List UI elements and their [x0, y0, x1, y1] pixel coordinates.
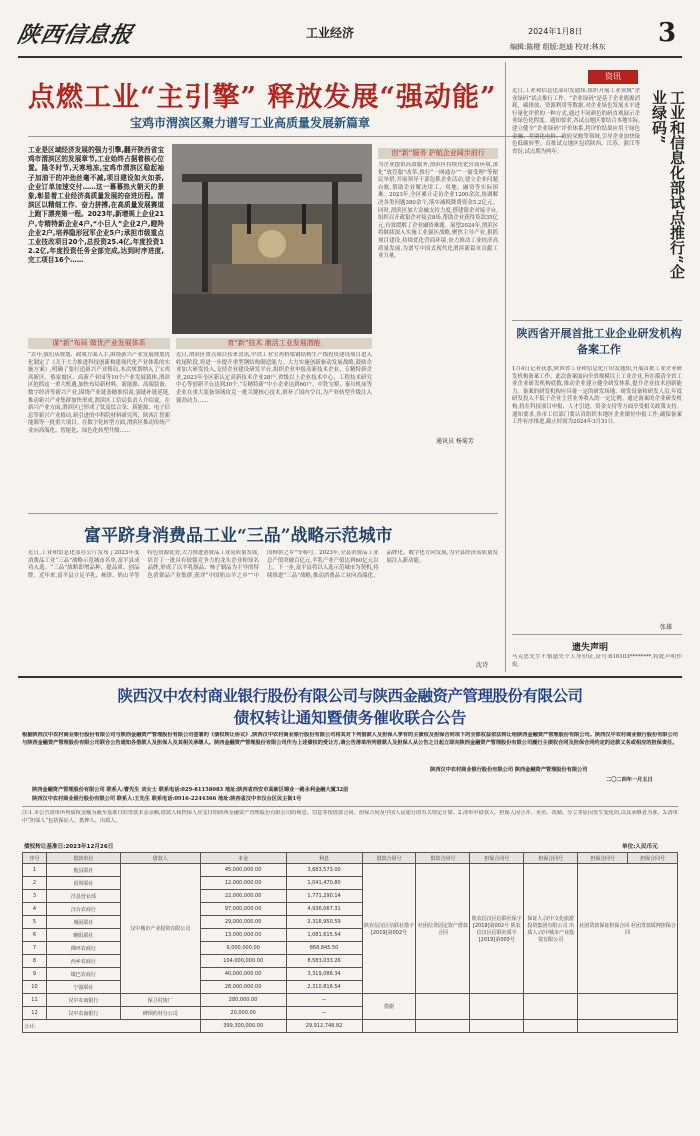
row-no: 5: [23, 916, 47, 929]
table-row: [23, 864, 678, 877]
row-principal: 29,000,000.00: [200, 916, 286, 929]
ad-title-line1: 陕西汉中农村商业银行股份有限公司与陕西金融资产管理股份有限公司: [117, 686, 583, 705]
row-no: 12: [23, 1007, 47, 1020]
section-name: 工业经济: [306, 26, 355, 40]
row-debtor: 城固联社: [46, 916, 120, 929]
row-no: 8: [23, 955, 47, 968]
editor-credits: 编辑:陈橙 组版:赵迪 校对:林东: [510, 43, 606, 51]
section-body-new-tech: 近日,渭滨区重点项目传来喜讯,中铁工业宝鸡桥梁钢结构生产线投资建设项目进入收尾阶段,将进一步提升重型钢结构制造能力。大力实施创新驱动发展战略,鼓励企业加大研发投入,支持企业建设研发平台,组织企业申报高新技术企业、专精特新企业,2023年全区新认定高新技术企业28户,省级以上企业技术中心、工程技术研究中心等创新平台达到30个,“专精特新”中小企业达到60户。中铁宝桥、秦川机床等企业在重大装备领域攻克一批关键核心技术,填补了国内空白,为产业转型升级注入强劲动力……: [176, 352, 372, 404]
debt-date-label: 债权转让基准日:2023年12月26日: [24, 844, 114, 850]
sidebar-box-byline: 张雄: [660, 624, 673, 631]
row-principal: 97,000,000.00: [200, 903, 286, 916]
article2-byline: 沈诗: [476, 662, 489, 669]
row-no: 9: [23, 968, 47, 981]
sidebar-box-body: 1月4日记者获悉,陕西省工业和信息化厅印发通知,开展首批工业企业研发机构备案工作。此次备案面向全省规模以上工业企业,旨在摸清全省工业企业研发机构底数,推动企业建立健全研发体系,提升企业技术创新能力。备案的研发机构应具备一定的研发场地、研发设备和研发人员,年度研发投入不低于企业主营业务收入的一定比例。通过备案的企业研发机构,将在科技项目申报、人才引进、资金支持等方面享受相关政策支持。通知要求,各市工信部门要认真组织本地区企业做好申报工作,确保备案工作有序推进,截止时间为2024年3月31日。: [512, 366, 682, 426]
row-principal: 104,000,000.00: [200, 955, 286, 968]
row-debtor: 汉台农商行: [46, 903, 120, 916]
row-principal: 12,000,000.00: [200, 877, 286, 890]
col-header: 序号: [23, 853, 47, 864]
row-no: 3: [23, 890, 47, 903]
newspaper-logo: 陕西信息报: [14, 22, 136, 48]
row-principal: 9,000,000.00: [200, 942, 286, 955]
row-principal: 13,000,000.00: [200, 929, 286, 942]
row-no: 6: [23, 929, 47, 942]
row-debtor: 汉中农商银行: [46, 994, 120, 1007]
row-principal: 45,000,000.00: [200, 864, 286, 877]
factory-photo: [172, 144, 372, 334]
row-interest: 2,316,950.59: [286, 916, 362, 929]
row-interest: 2,310,816.54: [286, 981, 362, 994]
lead-subheadline: 宝鸡市渭滨区聚力谱写工业高质量发展新篇章: [130, 116, 371, 130]
section-body-new-layout: “去年,我们从规划、政策方面入手,围绕新兴产业发展规划优化制定了《关于大力推进科技创新构建现代化产业体系的实施方案》,明确了要打造新兴产业格局,本次规划纳入了宝鸡高新区、蔡家坡区、高新产业园等10个产业发展载体,渭滨区抢抓这一重大机遇,加快布局新材料、新能源、高端装备、数字经济等新兴产业,围绕产业链条精准招商,强链补链延链,推动新兴产业集群加快形成,渭滨区工信局负责人介绍说。在新兴产业方面,渭滨区已形成了钛及钛合金、新能源、电子信息等新兴产业格局,新引进的中科院材料研究所、陕西汇智新能源等一批重大项目。在数字化转型方面,渭滨区推动传统产业向高端化、智能化、绿色化转型升级……: [28, 352, 170, 434]
lead-intro: 工业是区域经济发展的强力引擎,翻开陕西省宝鸡市渭滨区的发展章节,工业始终占据着核心位置。隆冬时节,天寒地冻,宝鸡市渭滨区稳起袖子加油干的冲劲丝毫不减,项目建设如火如荼,企业订单加速交付……这一幕幕热火朝天的景象,彰显着工业经济高质量发展的奋进历程。渭滨区以精细工作、奋力拼搏,在高质量发展赛道上跑下漂亮第一程。2023年,新增规上企业21户,专精特新企业4户,“小巨人”企业2户,瞪羚企业2户,培养隐形冠军企业5户;承担市级重点工业技改项目20个,总投资25.4亿,年度投资12.2亿,年度投资任务全部完成,达到时序进度,完工项目16个……: [28, 146, 164, 265]
sidebar-box-headline: 陕西省开展首批工业企业研发机构备案工作: [516, 327, 682, 356]
col-header: 本金: [200, 853, 286, 864]
ad-contact-2: 陕西汉中农村商业银行股份有限公司 联系人:王先生 联系电话:0916-2244366 地址:陕西省汉中市汉台区民主街1号: [32, 796, 302, 802]
col-header: 借款人: [120, 853, 200, 864]
row-debtor: 勉县联社: [46, 864, 120, 877]
table-total-row: [23, 1020, 678, 1033]
table-row: [23, 994, 678, 1007]
lead-headline: 点燃工业“主引擎” 释放发展“强动能”: [28, 82, 497, 113]
debt-table: [22, 852, 678, 1033]
row-principal: 28,000,000.00: [200, 981, 286, 994]
sidebar-news-body: 近日,工业和信息化部印发通知,组织开展工业领域“企业绿码”试点推行工作。“企业绿码”是基于企业能源消耗、碳排放、资源利用等数据,对企业绿色发展水平进行量化评价的一种方式,通过不同颜色的码直观展示企业绿色化程度。通知要求,各试点地区要结合本地实际,建立健全“企业绿码”评价体系,将评价结果应用于绿色金融、差别化电价、政府采购等领域,引导企业加快绿色低碳转型。首批试点地区包括陕西、江苏、浙江等省份,试点期为两年。: [512, 88, 640, 155]
borrower-group: 汉中城市产业投资有限公司: [120, 864, 200, 994]
col-header: 利息: [286, 853, 362, 864]
section-heading-new-tech: 育“新”技术 激活工业发展潜能: [176, 338, 372, 349]
table-header-row: [23, 853, 678, 864]
news-tag: 资讯: [588, 70, 638, 84]
row-no: 7: [23, 942, 47, 955]
contract-d: 保证人:汉中文化旅游投资集团有限公司 出质人:汉中城市产业投资有限公司: [524, 864, 578, 994]
row-no: 10: [23, 981, 47, 994]
row-interest: 3,683,573.00: [286, 864, 362, 877]
row-borrower: 保卫村街厂: [120, 994, 200, 1007]
col-header: 担保合同号: [628, 853, 678, 864]
row-principal: 280,000.00: [200, 994, 286, 1007]
row-principal: 40,000,000.00: [200, 968, 286, 981]
row-interest: 1,041,470.80: [286, 877, 362, 890]
col-header: 担保合同号: [470, 853, 524, 864]
section-heading-new-service: 创“新”服务 护航企业阔步前行: [378, 148, 498, 159]
col-header: 担保合同号: [578, 853, 628, 864]
sidebar-headline: 工业和信息化部试点推行“企业绿码”: [650, 90, 686, 279]
row-interest: 868,845.50: [286, 942, 362, 955]
ad-title-line2: 债权转让通知暨债务催收联合公告: [233, 708, 467, 727]
row-principal: 20,000.00: [200, 1007, 286, 1020]
debt-unit-label: 单位:人民币元: [622, 844, 658, 850]
row-debtor: 汉中农商银行: [46, 1007, 120, 1020]
row-interest: —: [286, 1007, 362, 1020]
section-heading-new-layout: 谋“新”布局 做优产业发展体系: [28, 338, 170, 349]
ad-contact-1: 陕西金融资产管理股份有限公司 联系人:曹先生 刘女士 联系电话:029-81158083 地址:陕西省西安市高新区锦业一路永利金融大厦32层: [32, 787, 349, 793]
article2-headline: 富平跻身消费品工业“三品”战略示范城市: [84, 526, 393, 546]
row-debtor: 宁强联社: [46, 981, 120, 994]
row-interest: —: [286, 994, 362, 1007]
row-debtor: 镇巴农商行: [46, 968, 120, 981]
ad-intro: 根据陕西汉中农村商业银行股份有限公司与陕西金融资产管理股份有限公司签署的《债权转让协议》,陕西汉中农村商业银行股份有限公司将其对下列借款人及担保人享有的主债权及担保合同项下的全部权益依法转让给陕西金融资产管理股份有限公司。陕西汉中农村商业银行股份有限公司与陕西金融资产管理股份有限公司联合公告通知各借款人及担保人及其相关承继人。陕西金融资产管理股份有限公司作为上述债权的受让方,请公告清单所列借款人及担保人从公告之日起立即向陕西金融资产管理股份有限公司履行主债权合同及担保合同约定的还款义务或相应的担保责任。: [22, 732, 678, 746]
row-interest: 8,583,033.26: [286, 955, 362, 968]
row-interest: 1,081,615.54: [286, 929, 362, 942]
row-principal: 22,000,000.00: [200, 890, 286, 903]
col-header: 借款合同号: [416, 853, 470, 864]
article2-body: 近日,工业和信息化部办公厅发布了2023年度消费品工业“三品”战略示范城市名单,富平县成功入选。“三品”战略即增品种、提品质、创品牌。近年来,富平县立足羊乳、柿饼、奶山羊等特色资源优势,大力推进消费品工业高质量发展,培育了一批具有较强竞争力的龙头企业和知名品牌,形成了以羊乳制品、柿子制品为主导的特色消费品产业集群,获评“中国奶山羊之乡”“中国柿饼之乡”等称号。2023年,全县消费品工业总产值突破百亿元,羊乳产业产值达到60亿元以上。下一步,富平县将以入选示范城市为契机,持续推进“三品”战略,推动消费品工业向高端化、品牌化、数字化方向发展,为全县经济高质量发展注入新动能。: [28, 550, 498, 579]
total-interest: 29,912,748.82: [286, 1020, 362, 1033]
row-debtor: 西乡农商行: [46, 955, 120, 968]
total-principal: 399,300,000.00: [200, 1020, 286, 1033]
col-header: 担保合同号: [524, 853, 578, 864]
page-number: 3: [658, 18, 677, 48]
lost-notice-body: 马克思先生不慎遗失个人身份证,证号:610103********,特此声明作废。: [512, 654, 682, 668]
lost-notice-title: 遗失声明: [572, 643, 609, 653]
row-interest: 1,771,290.14: [286, 890, 362, 903]
row-no: 2: [23, 877, 47, 890]
row-interest: 3,319,086.34: [286, 968, 362, 981]
contract-f: 借据: [362, 994, 416, 1020]
row-no: 4: [23, 903, 47, 916]
row-debtor: 佛坪农商行: [46, 942, 120, 955]
section-body-new-service: 为企业提供高效服务,渭滨区持续优化营商环境,深化“放管服”改革,推行“一网通办”“一窗受理”等便民举措,开展领导干部包抓企业活动,建立企业问题台账,帮助企业解决用工、用地、融资等实际困难。2023年,全区累计走访企业1200余次,协调解决各类问题380余个,落实减税降费资金5.2亿元。同时,渭滨区加大金融支持力度,搭建银企对接平台,组织召开政银企对接会8场,帮助企业获得贷款35亿元,有效缓解了企业融资难题。展望2024年,渭滨区将继续深入实施工业强区战略,聚焦主导产业,狠抓项目建设,持续优化营商环境,奋力推动工业经济高质量发展,为谱写中国式现代化渭滨新篇章贡献工业力量。: [378, 162, 498, 260]
ad-note: 注:1.本公告清单所列债权金额为截至基准日的贷款本金余额,借款人和担保人应支付给陕西金融资产管理股份有限公司的利息、罚息等按借款合同、担保合同及中国人民银行的有关规定计算。2.清单中借款人、担保人因合并、更名、改制、分立等原因发生变化的,以其承继者为准。3.清单中“担保人”包括保证人、抵押人、出质人。: [22, 810, 678, 824]
total-label: 合计:: [23, 1020, 201, 1033]
contract-a: 陕农信汉区信联社借字[2019]第002号: [362, 864, 416, 994]
row-no: 1: [23, 864, 47, 877]
row-debtor: 洋县营业部: [46, 890, 120, 903]
lead-byline: 通讯员 杨菊芳: [436, 438, 474, 445]
contract-c: 陕农信汉区信联社保字[2019]第002号 陕农信汉区信联社质字[2019]第003号: [470, 864, 524, 994]
row-borrower: 碑坝药材分公司: [120, 1007, 200, 1020]
row-debtor: 留坝联社: [46, 877, 120, 890]
row-no: 11: [23, 994, 47, 1007]
row-debtor: 略阳联社: [46, 929, 120, 942]
ad-sign-date: 二〇二四年一月五日: [606, 777, 653, 783]
ad-signature: 陕西汉中农村商业银行股份有限公司 陕西金融资产管理股份有限公司: [430, 767, 588, 773]
row-interest: 4,936,067.31: [286, 903, 362, 916]
col-header: 借款合同号: [362, 853, 416, 864]
col-header: 借款单位: [46, 853, 120, 864]
masthead: [0, 0, 700, 60]
contract-b: 社团信贷固定资产借款合同: [416, 864, 470, 994]
contract-e: 社团贷款保证担保合同 社团贷款质押担保合同: [578, 864, 678, 994]
issue-date: 2024年1月8日: [528, 27, 583, 36]
